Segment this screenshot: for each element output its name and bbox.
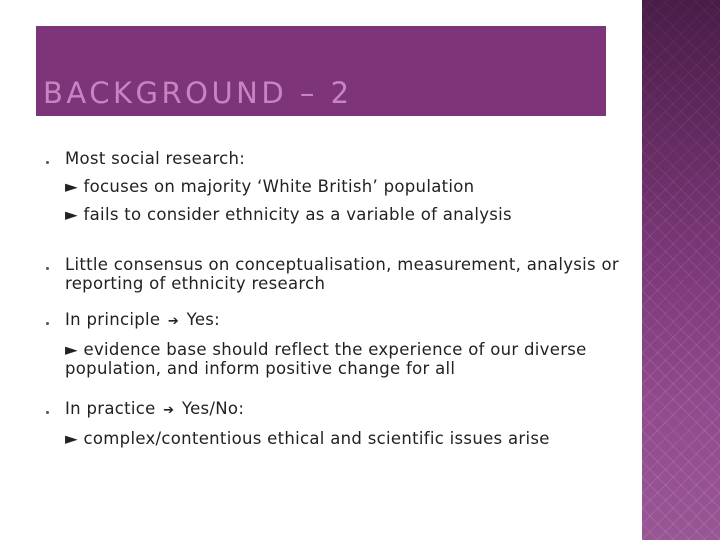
bullet-item [46,255,631,293]
bullet-text-before: In practice [65,399,156,418]
sub-point: ► focuses on majority ‘White British’ population [65,177,475,196]
bullet-item [46,149,512,224]
bullet-text-after: Yes/No: [181,399,245,418]
bullet-text-before: In principle [65,310,161,329]
title-band [36,26,606,116]
right-arrow-icon: ➔ [167,314,180,329]
sub-point: ► fails to consider ethnicity as a variable of analysis [65,205,512,224]
bullet-marker [46,158,49,166]
bullet-text: Most social research: [65,149,246,168]
bullet-text [65,399,550,420]
bullet-text-after: Yes: [186,310,221,329]
right-arrow-icon: ➔ [163,403,175,418]
bullet-item [46,399,550,448]
decorative-side-panel [642,0,720,540]
bullet-item [46,310,631,378]
sub-point: ► complex/contentious ethical and scientific issues arise [65,429,550,448]
bullet-text [65,310,631,331]
bullet-marker [46,264,49,272]
bullet-marker [46,319,49,327]
bullet-marker [46,408,49,416]
slide-title: BACKGROUND – 2 [43,76,353,110]
sub-point: ► evidence base should reflect the experience of our diverse population, and inform positive change for all [65,340,587,378]
bullet-text: Little consensus on conceptualisation, measurement, analysis or reporting of ethnicity research [65,255,619,293]
